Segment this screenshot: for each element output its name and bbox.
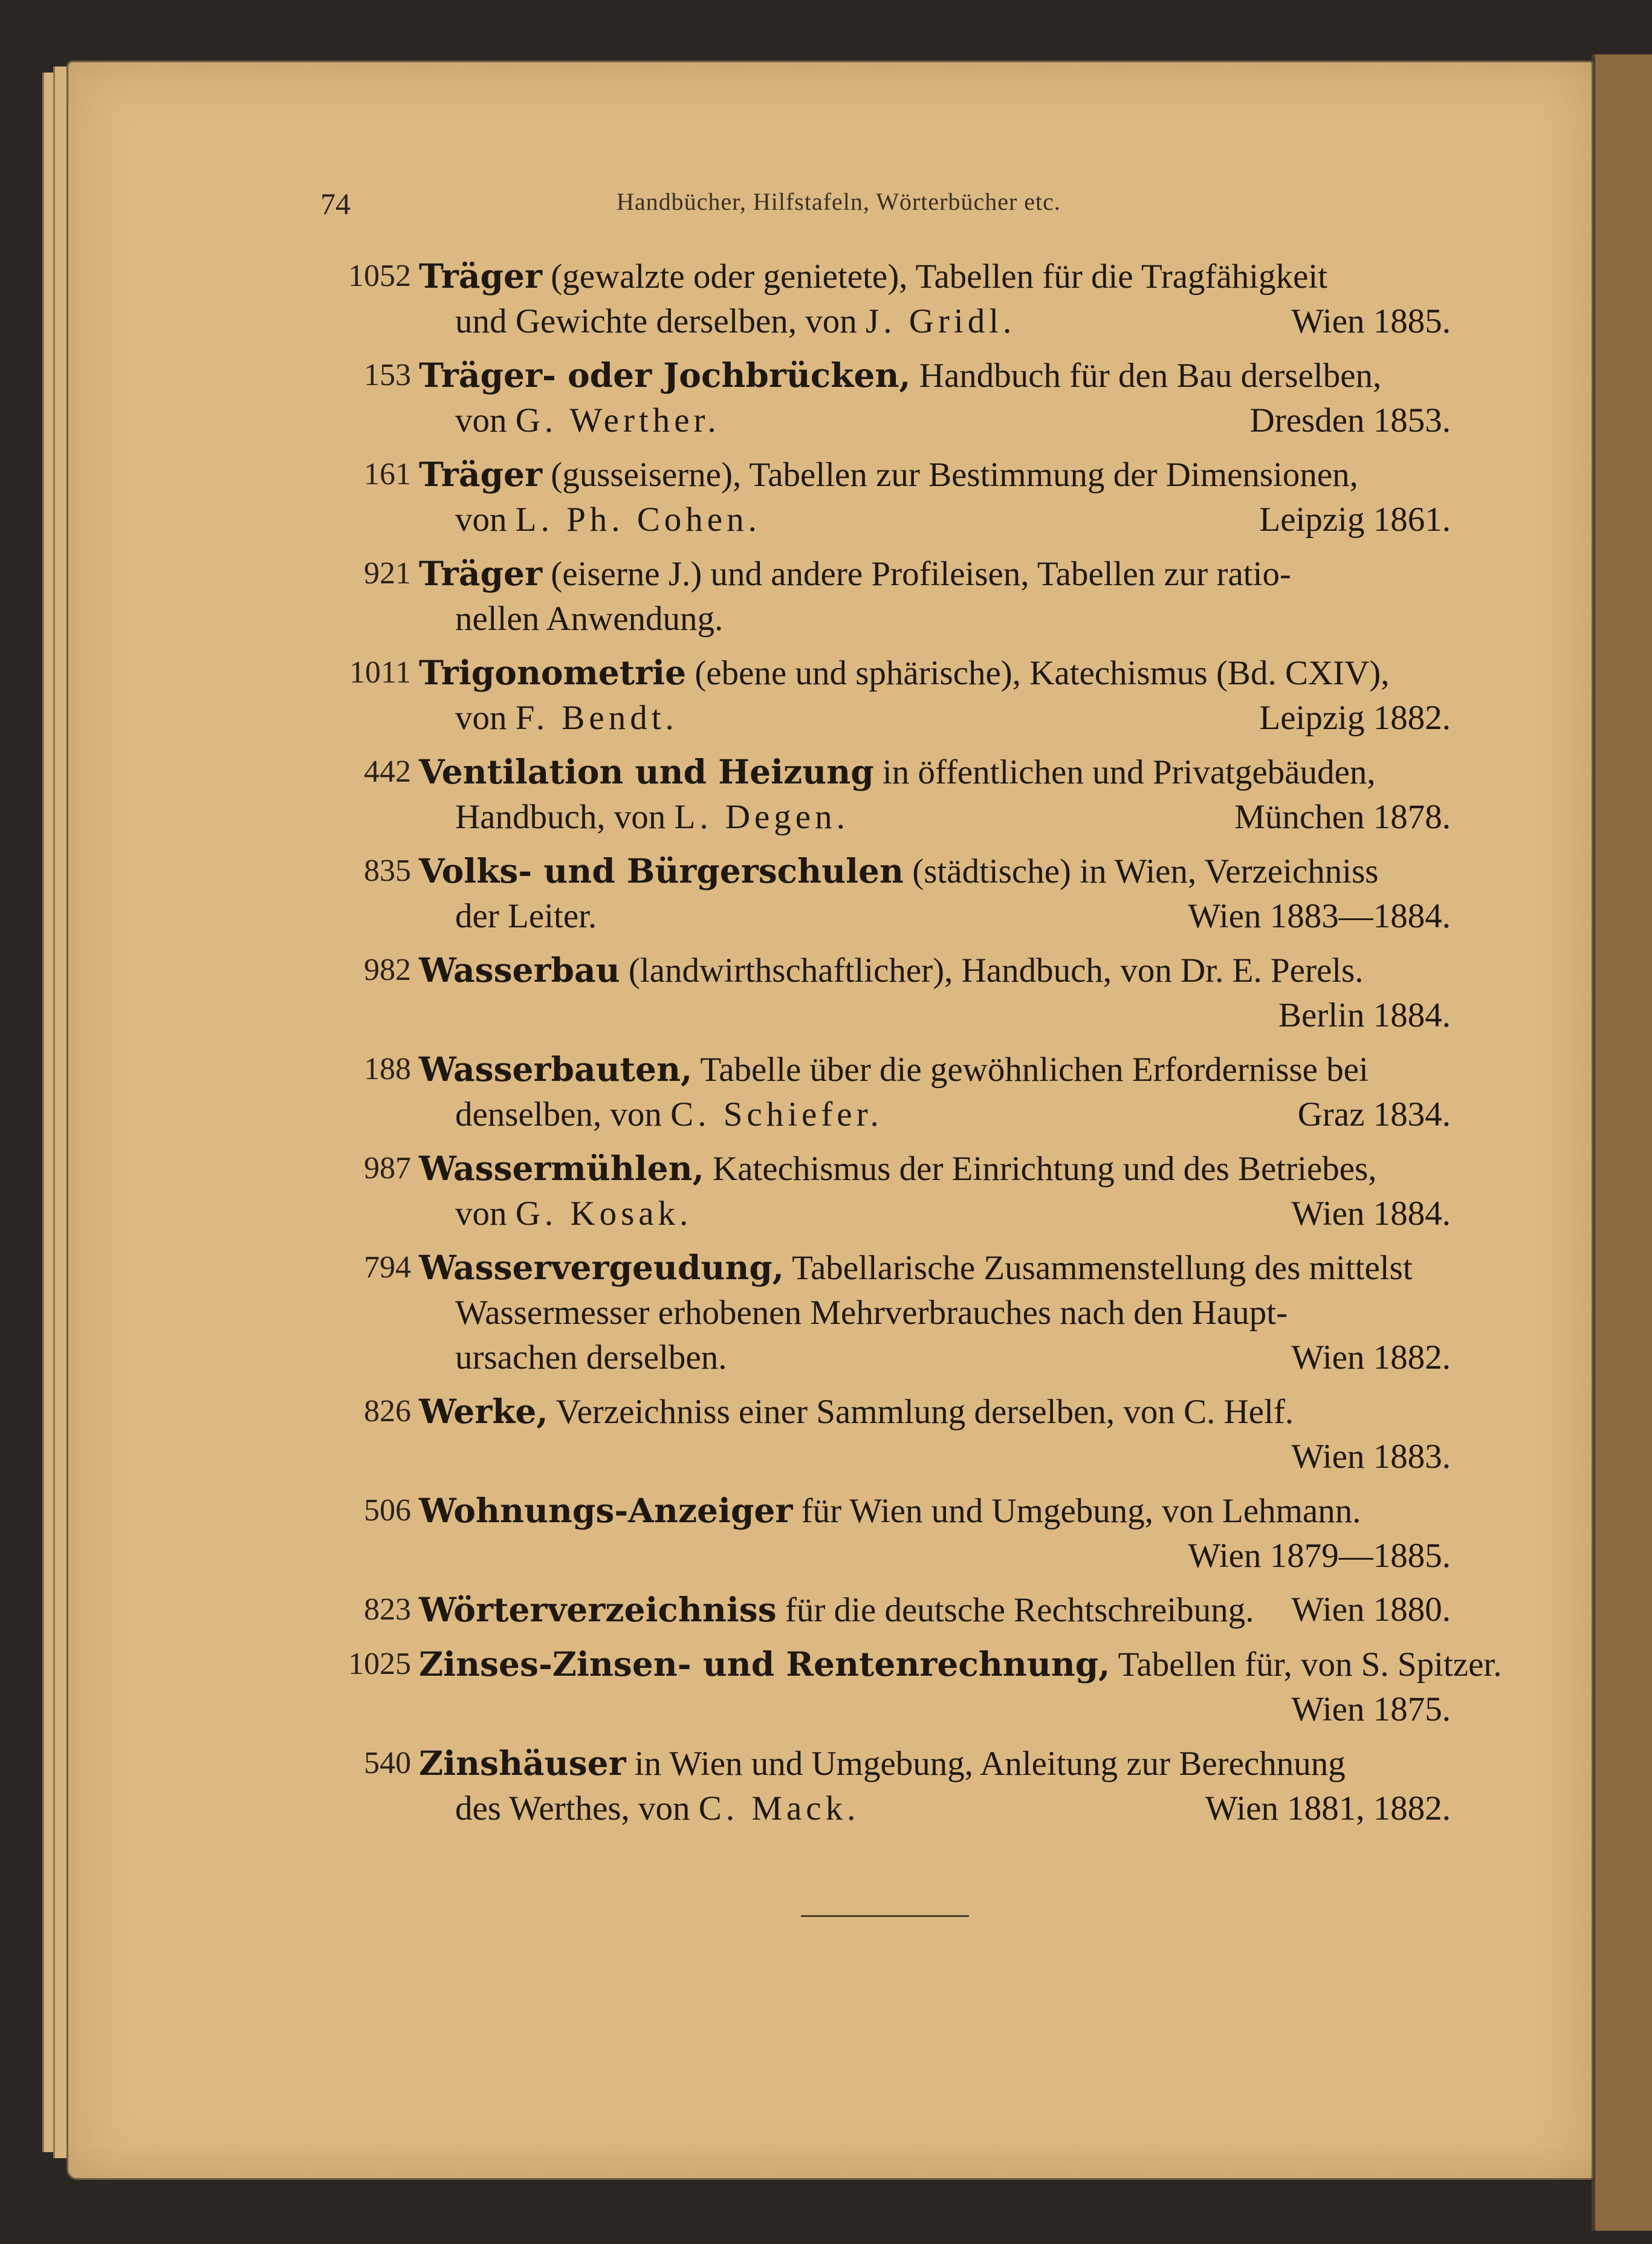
entry-number: 826: [364, 1394, 411, 1428]
entry-place: München 1878.: [1234, 798, 1451, 836]
entry-number: 823: [364, 1592, 411, 1627]
entry-text: Handbuch für den Bau derselben,: [910, 357, 1382, 395]
entry-keyword: Träger: [419, 256, 542, 296]
entry-place: Wien 1880.: [1291, 1591, 1451, 1629]
entry-text: Tabellarische Zusammenstellung des mittelst: [783, 1249, 1413, 1287]
list-item: [320, 849, 1451, 939]
entry-text: (landwirthschaftlicher), Handbuch, von Dr. E. Perels.: [620, 952, 1364, 990]
entry-text: des Werthes, von: [455, 1789, 690, 1827]
entry-text: nellen Anwendung.: [455, 600, 724, 638]
list-item: [320, 1741, 1451, 1831]
entry-place: Dresden 1853.: [1249, 401, 1451, 439]
entry-keyword: Träger: [419, 455, 542, 494]
entry-text: (ebene und sphärische), Katechismus (Bd. CXIV),: [686, 654, 1390, 692]
entry-number: 982: [364, 953, 411, 987]
entry-place: Leipzig 1882.: [1259, 699, 1451, 737]
entry-author: L. Ph. Cohen.: [515, 501, 761, 539]
list-item: [320, 948, 1451, 1038]
entry-place: Wien 1881, 1882.: [1205, 1789, 1451, 1827]
facing-page-edge: [1592, 54, 1652, 2231]
entry-number: 540: [364, 1746, 411, 1780]
entry-keyword: Wassermühlen,: [419, 1149, 704, 1188]
entry-number: 835: [364, 854, 411, 888]
entry-text: denselben, von: [455, 1095, 662, 1133]
entry-author: G. Werther.: [515, 401, 721, 439]
entry-place: Wien 1883.: [1291, 1438, 1451, 1476]
entry-keyword: Träger: [419, 554, 542, 593]
entry-number: 442: [364, 754, 411, 789]
entry-keyword: Trigonometrie: [419, 653, 687, 692]
entry-author: C. Mack.: [698, 1789, 860, 1827]
entry-text: Wassermesser erhobenen Mehrverbrauches nach den Haupt-: [455, 1294, 1288, 1332]
entry-text: von: [455, 1195, 507, 1233]
entry-text: Katechismus der Einrichtung und des Betriebes,: [704, 1150, 1377, 1188]
entry-author: F. Bendt.: [515, 699, 678, 737]
entry-text: für Wien und Umgebung, von Lehmann.: [792, 1492, 1361, 1530]
entry-keyword: Wörterverzeichniss: [419, 1590, 777, 1629]
entry-text: (städtische) in Wien, Verzeichniss: [904, 852, 1379, 890]
entry-text: Handbuch, von: [455, 798, 666, 836]
entry-author: J. Gridl.: [866, 302, 1016, 340]
entry-text: und Gewichte derselben, von: [455, 302, 857, 340]
entry-place: Wien 1885.: [1291, 302, 1451, 340]
running-head: Handbücher, Hilfstafeln, Wörterbücher etc.: [617, 188, 1061, 215]
entry-number: 1052: [348, 259, 411, 293]
entry-number: 153: [364, 358, 411, 392]
list-item: [320, 1389, 1451, 1479]
page-number: 74: [320, 187, 351, 221]
entry-text: der Leiter.: [455, 897, 597, 935]
entry-number: 1011: [349, 655, 411, 690]
entry-keyword: Ventilation und Heizung: [419, 752, 874, 791]
list-item: [320, 1488, 1451, 1578]
entry-keyword: Volks- und Bürgerschulen: [419, 851, 904, 890]
entry-number: 161: [364, 457, 411, 491]
entry-place: Wien 1879—1885.: [1188, 1537, 1451, 1575]
entry-text: in öffentlichen und Privatgebäuden,: [873, 753, 1376, 791]
entry-keyword: Zinshäuser: [419, 1743, 626, 1783]
entry-keyword: Zinses-Zinsen- und Rentenrechnung,: [419, 1644, 1110, 1684]
list-item: [320, 452, 1451, 542]
entry-number: 987: [364, 1151, 411, 1185]
list-item: [320, 1587, 1451, 1633]
list-item: [320, 750, 1451, 840]
list-item: [320, 1146, 1451, 1236]
list-item: [320, 650, 1451, 741]
entry-author: G. Kosak.: [515, 1195, 693, 1233]
entry-place: Wien 1883—1884.: [1188, 897, 1451, 935]
entry-list: [320, 254, 1502, 1840]
entry-number: 188: [364, 1052, 411, 1086]
list-item: [320, 1245, 1451, 1380]
entry-place: Wien 1875.: [1291, 1690, 1451, 1728]
entry-number: 794: [364, 1250, 411, 1285]
entry-number: 506: [364, 1493, 411, 1528]
entry-text: von: [455, 699, 507, 737]
entry-text: von: [455, 501, 507, 539]
list-item: [320, 254, 1451, 344]
list-item: [320, 353, 1451, 443]
entry-text: Tabelle über die gewöhnlichen Erfordernisse bei: [692, 1051, 1369, 1089]
entry-text: für die deutsche Rechtschreibung.: [776, 1591, 1254, 1629]
entry-text: in Wien und Umgebung, Anleitung zur Berechnung: [626, 1745, 1346, 1783]
entry-text: (eiserne J.) und andere Profileisen, Tabellen zur ratio-: [542, 555, 1291, 593]
entry-place: Wien 1884.: [1291, 1195, 1451, 1233]
entry-number: 921: [364, 556, 411, 591]
entry-keyword: Wohnungs-Anzeiger: [419, 1491, 793, 1530]
entry-text: ursachen derselben.: [455, 1338, 727, 1377]
entry-keyword: Wasserbauten,: [419, 1049, 693, 1089]
entry-text: (gewalzte oder genietete), Tabellen für die Tragfähigkeit: [542, 258, 1328, 296]
end-rule-divider: [801, 1915, 969, 1917]
entry-place: Graz 1834.: [1297, 1095, 1451, 1133]
list-item: [320, 551, 1451, 641]
entry-place: Leipzig 1861.: [1259, 501, 1451, 539]
entry-author: L. Degen.: [674, 798, 849, 836]
entry-place: Berlin 1884.: [1278, 996, 1451, 1034]
list-item: [320, 1047, 1451, 1137]
entry-text: von: [455, 401, 507, 439]
entry-keyword: Wasservergeudung,: [419, 1248, 784, 1287]
entry-keyword: Werke,: [419, 1392, 548, 1431]
entry-text: Verzeichniss einer Sammlung derselben, von C. Helf.: [548, 1393, 1294, 1431]
entry-place: Wien 1882.: [1291, 1338, 1451, 1377]
entry-keyword: Wasserbau: [419, 950, 620, 990]
entry-author: C. Schiefer.: [670, 1095, 883, 1133]
entry-text: (gusseiserne), Tabellen zur Bestimmung der Dimensionen,: [542, 456, 1358, 494]
entry-keyword: Träger- oder Jochbrücken,: [419, 355, 911, 395]
entry-number: 1025: [348, 1647, 411, 1681]
list-item: [320, 1642, 1502, 1732]
page-header: [320, 186, 1451, 241]
entry-text: Tabellen für, von S. Spitzer.: [1110, 1646, 1502, 1684]
